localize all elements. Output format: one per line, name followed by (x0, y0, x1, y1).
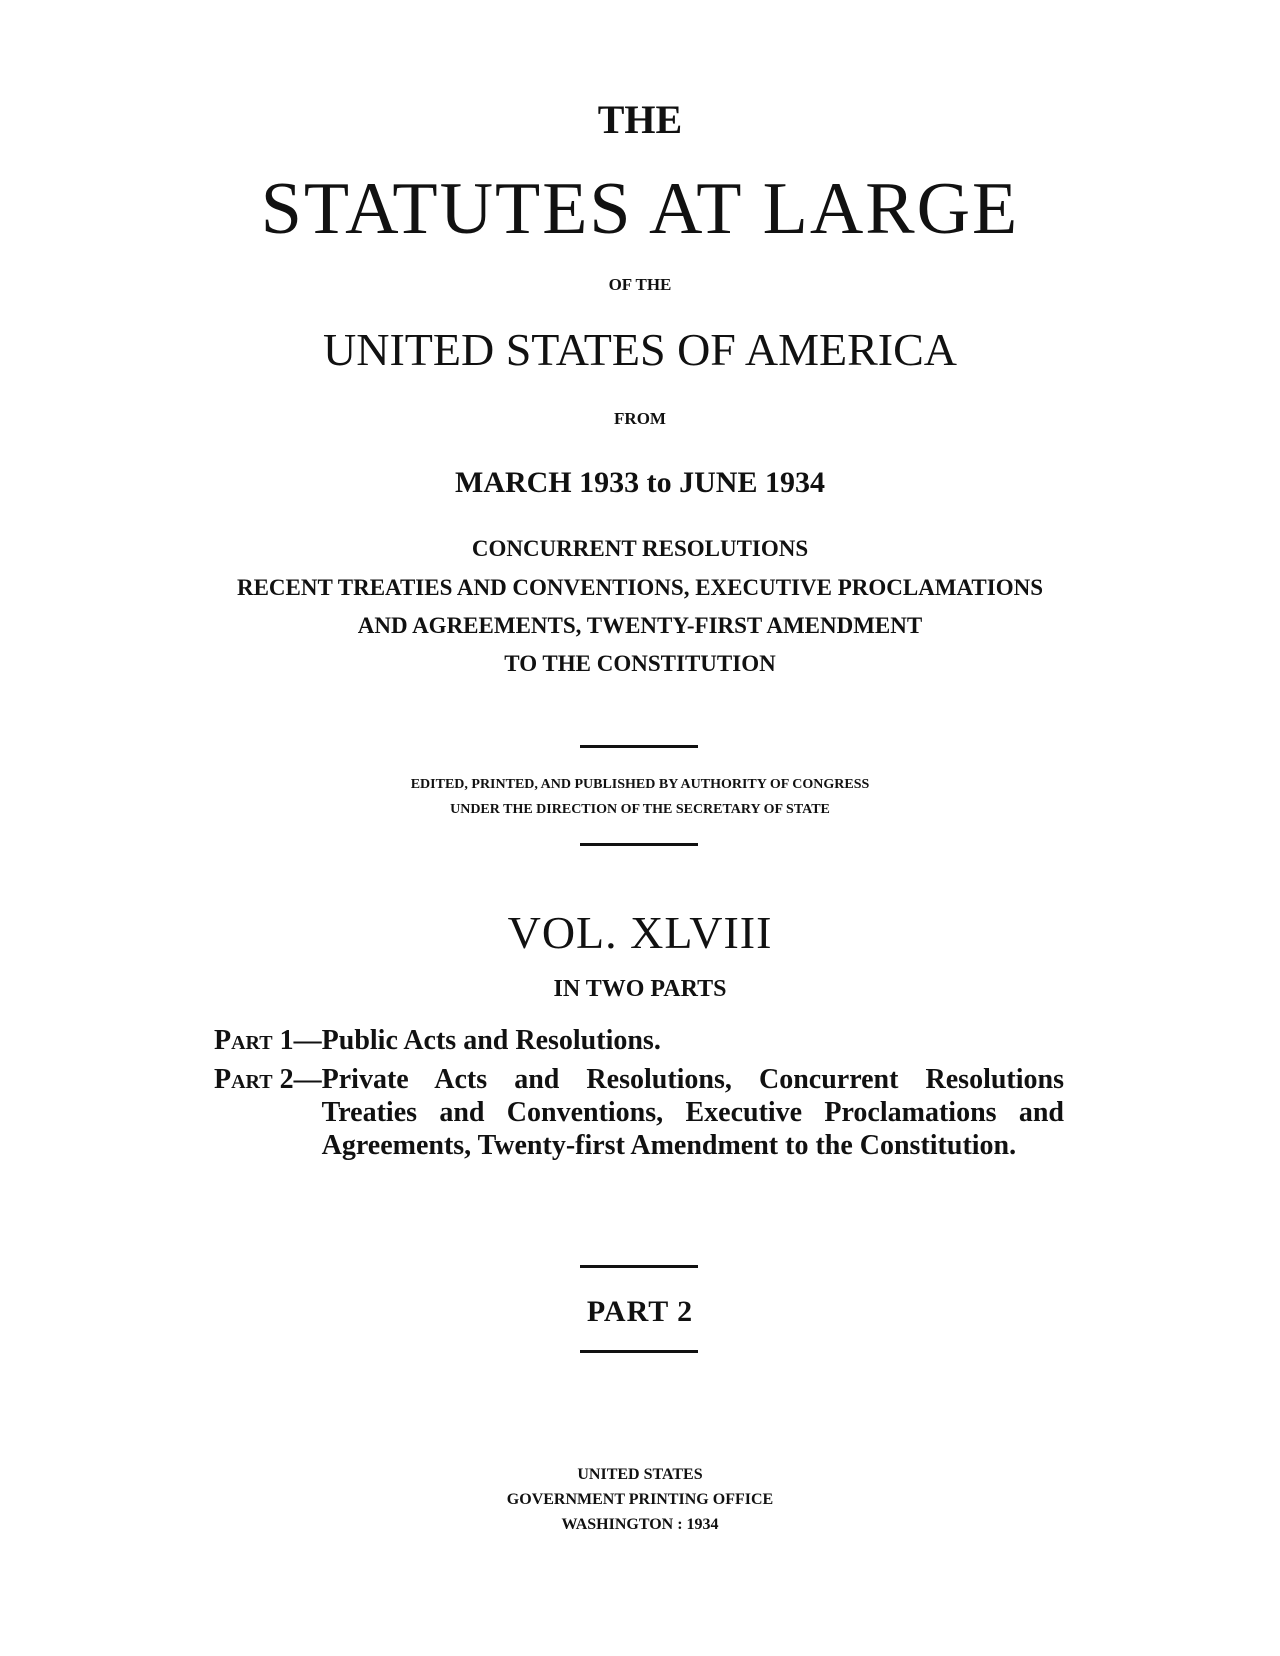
title-from: FROM (614, 409, 666, 428)
parts-list (214, 1024, 1064, 1168)
divider-rule (580, 745, 698, 748)
title-the: THE (597, 97, 683, 142)
imprint-line-3: WASHINGTON : 1934 (561, 1516, 719, 1533)
editorial-line-2: UNDER THE DIRECTION OF THE SECRETARY OF STATE (450, 802, 830, 817)
list-item (214, 1063, 1064, 1162)
imprint-line-1: UNITED STATES (577, 1466, 703, 1483)
subtitle-line-1: CONCURRENT RESOLUTIONS (471, 536, 809, 561)
current-part-label: PART 2 (586, 1295, 694, 1328)
date-range: MARCH 1933 to JUNE 1934 (455, 466, 825, 499)
divider-rule (580, 843, 698, 846)
part-description: Public Acts and Resolutions. (321, 1025, 661, 1056)
divider-rule (580, 1265, 698, 1268)
subtitle-line-4: TO THE CONSTITUTION (504, 651, 776, 676)
part-label: Part 2— (214, 1064, 322, 1095)
editorial-line-1: EDITED, PRINTED, AND PUBLISHED BY AUTHORITY OF CONGRESS (410, 777, 870, 792)
divider-rule (580, 1350, 698, 1353)
list-item (214, 1024, 1064, 1057)
part-description: Private Acts and Resolutions, Concurrent Resolutions Treaties and Conventions, Executive Proclamations and Agreements, Twenty-first Amendment to the Constitution. (321, 1064, 1064, 1161)
title-country: UNITED STATES OF AMERICA (323, 324, 957, 375)
part-label: Part 1— (214, 1025, 322, 1056)
volume-parts-note: IN TWO PARTS (553, 976, 727, 1002)
page-title: STATUTES AT LARGE (260, 168, 1020, 250)
volume-label: VOL. XLVIII (507, 907, 773, 958)
title-of-the: OF THE (608, 275, 672, 294)
imprint-line-2: GOVERNMENT PRINTING OFFICE (506, 1491, 774, 1508)
subtitle-line-3: AND AGREEMENTS, TWENTY-FIRST AMENDMENT (357, 613, 923, 638)
subtitle-line-2: RECENT TREATIES AND CONVENTIONS, EXECUTIVE PROCLAMATIONS (236, 575, 1043, 600)
